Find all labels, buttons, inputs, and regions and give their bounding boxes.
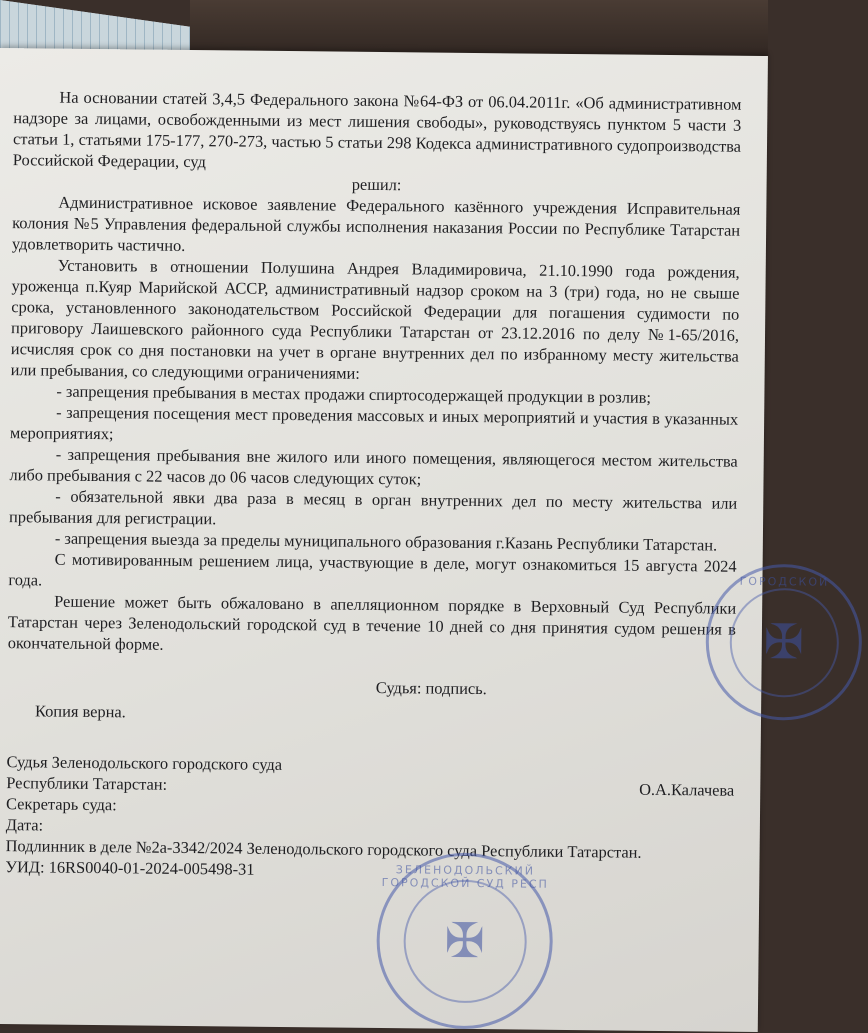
- restriction-item: - запрещения посещения мест проведения массовых и иных мероприятий и участия в указанных мероприятиях;: [9, 402, 739, 444]
- copy-certified: Копия верна.: [34, 701, 126, 722]
- paragraph-supervision: Установить в отношении Полушина Андрея Владимировича, 21.10.1990 года рождения, уроженца п.Куяр Марийской АССР, административный надзор сроком на 3 (три) года, но не свыше срока, установленного законодательством Российской Федерации для погашения судимости по приговору Лаишевского районного суда Республики Татарстан от 23.12.2016 по делу №1-65/2016, исчисляя срок со дня постановки на учет в органе внутренних дел по избранному месту жительства или пребывания, со следующими ограничениями:: [10, 255, 740, 383]
- judge-republic-line: Республики Татарстан:: [6, 773, 168, 794]
- stamp-ring-text: ГОРОДСКОЙ: [739, 574, 830, 589]
- document-body: [5, 86, 741, 885]
- secretary-line: Секретарь суда:: [5, 794, 117, 815]
- court-stamp-bottom: [376, 852, 554, 1030]
- date-line: Дата:: [5, 815, 44, 835]
- eagle-emblem-icon: ✠: [729, 587, 839, 697]
- restriction-item: - обязательной явки два раза в месяц в орган внутренних дел по месту жительства или пребывания для регистрации.: [8, 486, 738, 529]
- restriction-item: - запрещения пребывания в местах продажи спиртосодержащей продукции в розлив;: [56, 381, 652, 407]
- paragraph-appeal: Решение может быть обжаловано в апелляционном порядке в Верховный Суд Республики Татарстан через Зеленодольский городской суд в течение 10 дней со дня принятия судом решения в окончательной форме.: [7, 591, 737, 654]
- restriction-item: - запрещения пребывания вне жилого или иного помещения, являющегося местом жительства либо пребывания с 22 часов до 06 часов следующих суток;: [9, 444, 738, 489]
- eagle-emblem-icon: ✠: [403, 879, 527, 1003]
- judge-signature: Судья: подпись.: [375, 677, 487, 699]
- original-case-line: Подлинник в деле №2а-3342/2024 Зеленодольского городского суда Республики Татарстан.: [5, 836, 642, 862]
- judge-name: О.А.Калачева: [639, 779, 735, 800]
- paragraph-familiarization: С мотивированным решением лица, участвующие в деле, могут ознакомиться 15 августа 2024 года.: [8, 549, 737, 590]
- court-stamp-right: [705, 563, 863, 721]
- decided-heading: решил:: [351, 174, 402, 195]
- restriction-item: - запрещения выезда за пределы муниципального образования г.Казань Республики Татарстан.: [54, 528, 718, 555]
- stamp-ring-text: ЗЕЛЕНОДОЛЬСКИЙ ГОРОДСКОЙ СУД РЕСП: [381, 863, 549, 891]
- certification-block: [5, 751, 734, 885]
- paragraph-claim-satisfied: Административное исковое заявление Федерального казённого учреждения Исправительная колония №5 Управления федеральной службы исполнения наказания России по Республике Татарстан удовлетворить частично.: [11, 192, 741, 255]
- judge-court-line: Судья Зеленодольского городского суда: [6, 752, 283, 774]
- document-sheet: [0, 48, 830, 1032]
- paragraph-legal-basis: На основании статей 3,4,5 Федерального закона №64-ФЗ от 06.04.2011г. «Об административном надзоре за лицами, освобожденными из мест лишения свободы», руководствуясь пунктом 5 части 3 статьи 1, статьями 175-177, 270-273, частью 5 статьи 298 Кодекса административного судопроизводства Российской Федерации, суд: [12, 87, 742, 172]
- uid-line: УИД: 16RS0040-01-2024-005498-31: [5, 857, 255, 879]
